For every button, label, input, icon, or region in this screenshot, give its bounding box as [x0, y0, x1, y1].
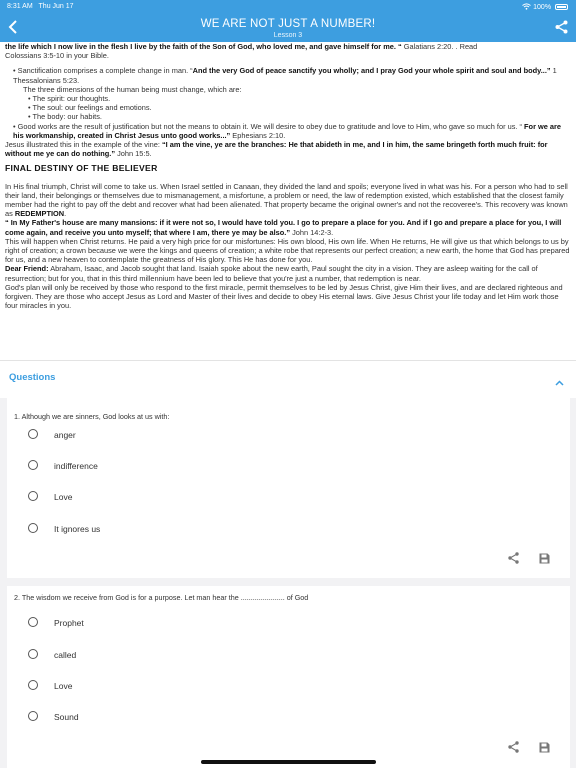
sub-bullet: • The body: our habits. [28, 112, 102, 122]
radio-button[interactable] [28, 429, 38, 439]
share-answer-button[interactable] [508, 740, 519, 758]
radio-button[interactable] [28, 649, 38, 659]
sub-intro: The three dimensions of the human being must change, which are: [23, 84, 242, 94]
article-paragraph: Colossians 3:5-10 in your Bible. [5, 51, 109, 61]
option-sound[interactable] [7, 706, 307, 728]
option-called[interactable] [7, 644, 307, 666]
share-icon [508, 552, 519, 564]
save-answer-button[interactable] [539, 740, 550, 758]
option-label: indifference [54, 461, 98, 471]
option-label: Prophet [54, 618, 84, 628]
option-label: It ignores us [54, 524, 101, 534]
radio-button[interactable] [28, 617, 38, 627]
option-label: Sound [54, 712, 79, 722]
option-love[interactable] [7, 675, 307, 697]
battery-percent: 100% [533, 4, 552, 11]
card-actions [492, 551, 550, 569]
wifi-icon [522, 3, 531, 10]
share-button[interactable] [555, 20, 568, 39]
page-subtitle: Lesson 3 [273, 32, 303, 39]
save-icon [539, 553, 550, 564]
questions-title: Questions [9, 372, 56, 383]
nav-bar [0, 14, 576, 42]
section-heading: FINAL DESTINY OF THE BELIEVER [5, 163, 158, 174]
option-label: called [54, 650, 77, 660]
question-card-1 [7, 398, 570, 578]
article-paragraph: In His final triumph, Christ will come to take us. When Israel settled in Canaan, they divided the land and spoils; everyone lived in what was his. For a person who had to sell their land, their belongings or themselves due to mismanagement, a misfortune, a problem or need, the law of redemption existed, which established that the closest family member had the right to pay off the debt and recover what had been alienated. That property became the original owner's and not the recoveree's. This recovery was known as REDEMPTION. [5, 181, 568, 219]
status-date: Thu Jun 17 [38, 3, 74, 10]
question-text: 1. Although we are sinners, God looks at us with: [14, 412, 170, 421]
option-indifference[interactable] [7, 455, 307, 477]
question-text: 2. The wisdom we receive from God is for a purpose. Let man hear the ...................... of God [14, 593, 309, 602]
article-paragraph: This will happen when Christ returns. He paid a very high price for our misfortunes: His own blood, His own life. When He returns, He will give us that which belongs to us by right of creation; a crown because we were the kings and queens of creation; a white robe that represents our perfect creation; a new earth, the home that God has prepared for us, and a new heaven to contemplate the greatness of His glory. This He has done for you. [5, 236, 570, 265]
option-anger[interactable] [7, 424, 307, 446]
save-icon [539, 742, 550, 753]
article-paragraph: Jesus illustrated this in the example of the vine: “I am the vine, ye are the branches: He that abideth in me, and I in him, the same bringeth forth much fruit: for without me ye can do nothing.” John 15:5. [5, 140, 548, 159]
bullet-good-works: • Good works are the result of justification but not the means to obtain it. We will desire to obey due to gratitude and love to Him, who gave so much for us. “ For we are his workmanship, created in Christ Jesus unto good works...” Ephesians 2:10. [13, 121, 562, 140]
lesson-article [0, 42, 576, 360]
share-icon [508, 741, 519, 753]
battery-icon [555, 4, 568, 10]
chevron-up-icon [555, 380, 564, 386]
home-indicator [201, 760, 376, 764]
bullet-sanctification: • Sanctification comprises a complete change in man. “And the very God of peace sanctify you wholly; and I pray God your whole spirit and soul and body...” 1 Thessalonians 5:23. [13, 66, 557, 85]
questions-header[interactable] [0, 360, 576, 398]
option-ignores[interactable] [7, 518, 307, 540]
share-answer-button[interactable] [508, 551, 519, 569]
collapse-button[interactable] [555, 373, 564, 391]
article-paragraph: God's plan will only be received by those who respond to the first miracle, permit themselves to be led by Jesus Christ, give Him their lives, and are declared righteous and forgiven. They are those who accept Jesus as Lord and Master of their lives and decide to obey His eternal laws. Give Jesus Christ your life today and let Him work those four miracles in you. [5, 282, 563, 311]
status-bar [0, 0, 576, 14]
save-answer-button[interactable] [539, 551, 550, 569]
option-label: anger [54, 430, 76, 440]
option-label: Love [54, 492, 73, 502]
sub-bullet: • The soul: our feelings and emotions. [28, 103, 152, 113]
option-label: Love [54, 681, 73, 691]
share-icon [555, 20, 568, 34]
question-card-2 [7, 586, 570, 768]
radio-button[interactable] [28, 460, 38, 470]
radio-button[interactable] [28, 523, 38, 533]
card-actions [492, 740, 550, 758]
article-paragraph: “ In My Father's house are many mansions: if it were not so, I would have told you. I go to prepare a place for you. And if I go and prepare a place for you, I will come again, and receive you unto myself; that where I am, there ye may be also.” John 14:2-3. [5, 218, 562, 237]
article-paragraph: the life which I now live in the flesh I live by the faith of the Son of God, who loved me, and gave himself for me. “ Galatians 2:20. . Read [5, 42, 478, 51]
option-love[interactable] [7, 486, 307, 508]
radio-button[interactable] [28, 711, 38, 721]
radio-button[interactable] [28, 491, 38, 501]
status-time: 8:31 AM [7, 3, 33, 10]
page-title: WE ARE NOT JUST A NUMBER! [200, 18, 376, 30]
option-prophet[interactable] [7, 612, 307, 634]
sub-bullet: • The spirit: our thoughts. [28, 94, 111, 104]
radio-button[interactable] [28, 680, 38, 690]
article-paragraph: Dear Friend: Abraham, Isaac, and Jacob sought that land. Isaiah spoke about the new earth, Paul sought the city in a vision. They are asleep waiting for the call of resurrection; but for you, that in this third millennium have been led to believe that you're just a number, that redemption is near. [5, 264, 538, 283]
